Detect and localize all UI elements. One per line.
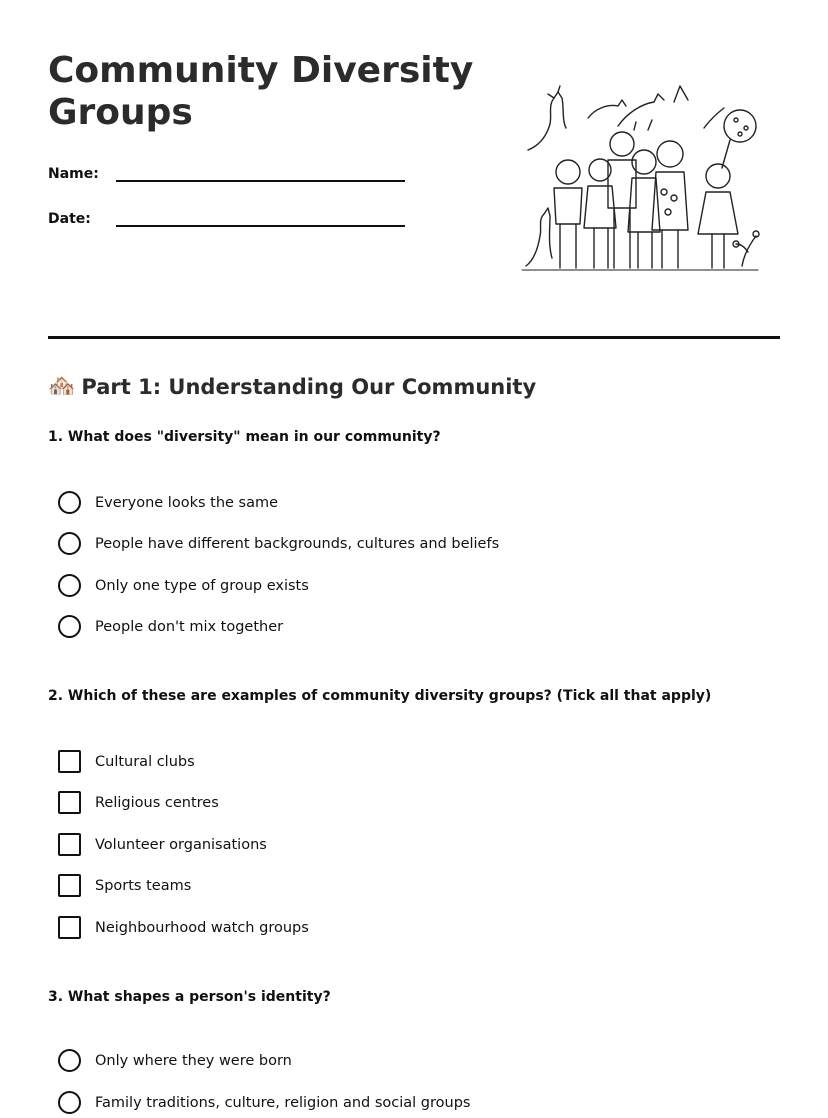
option-label: Volunteer organisations <box>95 836 267 853</box>
checkbox[interactable] <box>58 791 81 814</box>
radio-button[interactable] <box>58 1049 81 1072</box>
checkbox[interactable] <box>58 874 81 897</box>
q1-option-2[interactable] <box>58 532 499 555</box>
radio-button[interactable] <box>58 1091 81 1114</box>
radio-button[interactable] <box>58 615 81 638</box>
checkbox[interactable] <box>58 833 81 856</box>
worksheet-title: Community Diversity Groups <box>48 50 474 133</box>
checkbox[interactable] <box>58 916 81 939</box>
option-label: Neighbourhood watch groups <box>95 919 309 936</box>
question-3: 3. What shapes a person's identity? <box>48 989 331 1005</box>
radio-button[interactable] <box>58 532 81 555</box>
q3-option-1[interactable] <box>58 1049 292 1072</box>
name-label: Name: <box>48 166 99 182</box>
checkbox[interactable] <box>58 750 81 773</box>
option-label: Cultural clubs <box>95 753 195 770</box>
section-divider <box>48 336 780 339</box>
radio-button[interactable] <box>58 491 81 514</box>
part1-heading <box>48 374 536 399</box>
diverse-children-group-illustration <box>518 68 762 276</box>
option-label: Family traditions, culture, religion and social groups <box>95 1094 471 1111</box>
q2-option-2[interactable] <box>58 791 219 814</box>
name-field[interactable] <box>48 160 405 182</box>
option-label: Sports teams <box>95 877 192 894</box>
name-line[interactable] <box>116 160 405 182</box>
option-label: Only where they were born <box>95 1052 292 1069</box>
question-1: 1. What does "diversity" mean in our community? <box>48 429 441 445</box>
q2-option-4[interactable] <box>58 874 191 897</box>
q2-option-3[interactable] <box>58 833 267 856</box>
q3-option-2[interactable] <box>58 1091 470 1114</box>
date-line[interactable] <box>116 205 405 227</box>
house-icon: 🏘️ <box>48 374 76 399</box>
q2-option-5[interactable] <box>58 916 309 939</box>
q1-option-4[interactable] <box>58 615 283 638</box>
date-field[interactable] <box>48 205 405 227</box>
option-label: Only one type of group exists <box>95 577 309 594</box>
option-label: Everyone looks the same <box>95 494 279 511</box>
part1-title: Part 1: Understanding Our Community <box>81 374 537 399</box>
q1-option-1[interactable] <box>58 491 278 514</box>
date-label: Date: <box>48 211 91 227</box>
option-label: People don't mix together <box>95 618 284 635</box>
option-label: People have different backgrounds, cultures and beliefs <box>95 535 500 552</box>
question-2: 2. Which of these are examples of community diversity groups? (Tick all that apply) <box>48 688 712 704</box>
radio-button[interactable] <box>58 574 81 597</box>
q1-option-3[interactable] <box>58 574 309 597</box>
q2-option-1[interactable] <box>58 750 195 773</box>
option-label: Religious centres <box>95 794 219 811</box>
